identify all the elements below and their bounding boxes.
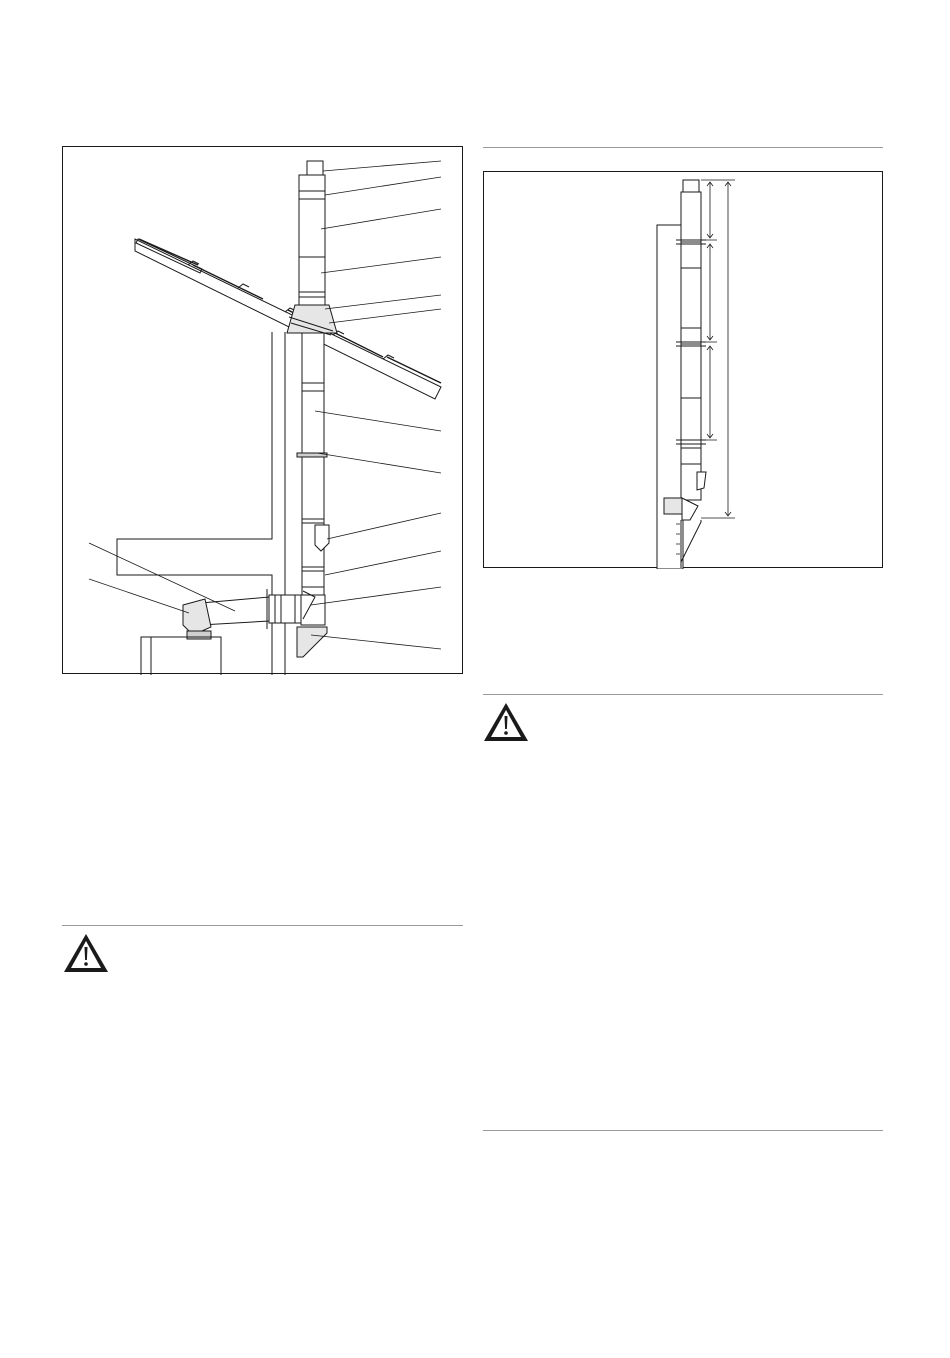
flue-pipe-vertical bbox=[302, 333, 324, 595]
wall-section bbox=[657, 225, 683, 569]
callout-leaders-right bbox=[311, 161, 441, 649]
flue-pipe-upper bbox=[299, 175, 325, 305]
warning-triangle-icon bbox=[482, 701, 530, 743]
wall-mounting-figure-frame bbox=[483, 171, 883, 568]
wall-adaptor bbox=[664, 498, 682, 514]
flue-tee bbox=[301, 595, 325, 625]
inspection-hood bbox=[315, 525, 329, 551]
left-warning-block bbox=[62, 932, 110, 974]
left-warning-rule bbox=[62, 925, 463, 926]
boiler-connector bbox=[187, 631, 211, 639]
flue-terminal bbox=[683, 180, 699, 192]
installation-diagram bbox=[63, 147, 464, 675]
right-bottom-rule bbox=[483, 1130, 883, 1131]
right-warning-rule bbox=[483, 694, 883, 695]
right-section-rule bbox=[483, 147, 883, 148]
boiler-casing bbox=[141, 637, 221, 675]
flue-adaptor bbox=[269, 595, 301, 623]
installation-figure-frame bbox=[62, 146, 463, 674]
dimension-lines bbox=[701, 180, 735, 518]
right-warning-block bbox=[482, 701, 530, 743]
wall-mounting-diagram bbox=[484, 172, 884, 569]
inspection-hood bbox=[697, 472, 706, 490]
flue-terminal-cap bbox=[307, 161, 323, 175]
roof-tile bbox=[136, 239, 394, 359]
warning-triangle-icon bbox=[62, 932, 110, 974]
condensate-trap bbox=[297, 627, 327, 657]
